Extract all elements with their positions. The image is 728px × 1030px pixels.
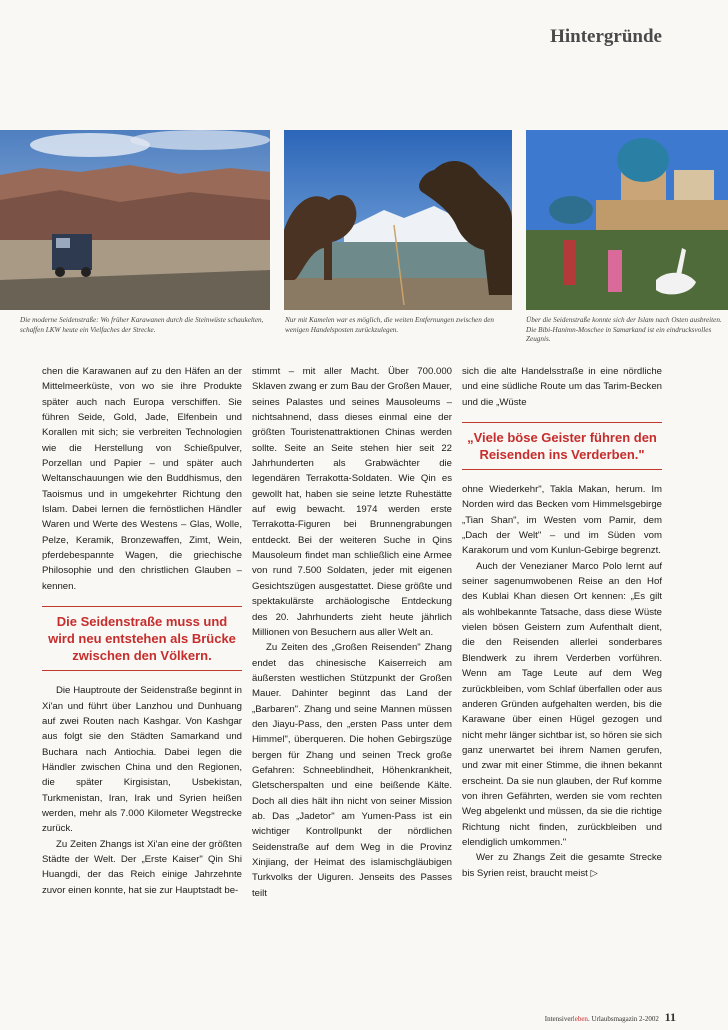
col1-paragraph: chen die Karawanen auf zu den Häfen an der Mittelmeerküste, von wo sie ihre Produkte später auch nach Europa verschiffen. Sie führen Seide, Gold, Jade, Elfenbein und Korallen mit sich; sie verbreiten Technologien wie die Herstellung von Schießpulver, Porzellan und Papier – und später auch Weltanschauungen wie den Buddhismus, den Taoismus und in umgekehrter Richtung den Islam. Dabei lernen die fernöstlichen Händler Waren und Werte des Westens – Glas, Wolle, Pelze, Keramik, Bronzewaffen, Zimt, Wein, pferdebespannte Wagen, die griechische Philosophie und den christlichen Glauben – kennen. bbox=[42, 366, 242, 592]
pull-quote-1: Die Seidenstraße muss und wird neu entstehen als Brücke zwischen den Völkern. bbox=[42, 606, 242, 671]
col3-paragraph-3: Auch der Venezianer Marco Polo lernt auf seiner sagenumwobenen Reise an den Hof des Kublai Khan diesen Ort kennen: „Es gilt als wohlbekannte Tatsache, dass diese Wüste vielen bösen Geistern zum Aufenthalt dient, die den Reisenden allerlei sonderbares Blendwerk zu ihrem Verderben vorführen. Wenn am Tage Leute auf dem Weg zurückbleiben, vom Schlaf überfallen oder aus anderen Gründen aufgehalten werden, bis die Karawane über einen Hügel gezogen und nicht mehr länger sichtbar ist, so hören sie sich ganz unerwartet bei ihrem Namen gerufen, und zwar mit einer Stimme, die ihnen bekannt erscheint. Da sie nun glauben, der Ruf komme von ihren Gefährten, werden sie vom rechten Weg abgelenkt und müssen, da sie die richtige Richtung nicht finden, zurückbleiben und elendiglich umkommen." bbox=[462, 560, 662, 848]
magazine-name-c: . Urlaubsmagazin 2-2002 bbox=[587, 1015, 659, 1023]
samarkand-mosque-photo bbox=[526, 130, 728, 310]
caption-1: Die moderne Seidenstraße: Wo früher Karawanen durch die Steinwüste schaukelten, schaffen LKW heute ein Vielfaches der Strecke. bbox=[20, 316, 264, 334]
column-2 bbox=[252, 364, 452, 901]
camels-mountain-photo bbox=[284, 130, 512, 310]
footer bbox=[545, 1010, 676, 1025]
magazine-name-a: Intensiver bbox=[544, 1015, 573, 1023]
col3-paragraph-2: ohne Wiederkehr", Takla Makan, herum. Im Norden wird das Becken vom Himmelsgebirge „Tian Shan", im Westen vom Pamir, dem „Dach der Welt" – und im Süden vom Karakorum und vom Kunlun-Gebirge begrenzt. bbox=[462, 484, 662, 557]
col3-paragraph-4: Wer zu Zhangs Zeit die gesamte Strecke bis Syrien reist, braucht meist ▷ bbox=[462, 852, 662, 879]
section-title: Hintergründe bbox=[550, 26, 662, 47]
page-number: 11 bbox=[664, 1010, 676, 1024]
col2-paragraph: stimmt – mit aller Macht. Über 700.000 Sklaven zwang er zum Bau der Großen Mauer, seines Palastes und seines Mausoleums – nichtsahnend, dass dieses einmal eine der größten Touristenattraktionen Chinas werden sollte. Seite an Seite stehen hier seit 22 Jahrhunderten als Grabwächter die legendären Terrakotta-Soldaten. Wie Qin es gewollt hat, haben sie seine letzte Ruhestätte auf ewig bewacht. 1974 werden erste Terrakotta-Figuren bei Brunnengrabungen entdeckt. Bei der weiteren Suche in Qins Mausoleum findet man schließlich eine Armee von rund 7.500 Soldaten, jeder mit eigenen Gesichtszügen ausgestattet. Diese größte und spektakulärste archäologische Entdeckung des 20. Jahrhunderts zieht heute jährlich Millionen von Besuchern aus aller Welt an. bbox=[252, 366, 452, 638]
caption-3: Über die Seidenstraße konnte sich der Islam nach Osten ausbreiten. Die Bibi-Hanimn-Moschee in Samarkand ist ein eindrucksvolles Zeugnis. bbox=[526, 316, 722, 343]
col2-paragraph-2: Zu Zeiten des „Großen Reisenden" Zhang endet das chinesische Kaiserreich am äußersten westlichen Stützpunkt der Großen Mauer. Dahinter beginnt das Land der „Barbaren". Zhang und seine Mannen müssen den Jiayu-Pass, den „ersten Pass unter dem Himmel", überqueren. Die hohen Gebirgszüge bergen für Zhang und seinen Treck große Gefahren: Schneeblindheit, Höhenkrankheit, Gletscherspalten und eine beißende Kälte. Doch all dies hält ihn nicht von seiner Mission ab. Das „Jadetor" am Yumen-Pass ist ein wichtiger Kontrollpunkt der nördlichen Seidenstraße auf dem Weg in die Provinz Xinjiang, der Heimat des islamischgläubigen Turkvolks der Uiguren. Jenseits des Passes teilt bbox=[252, 642, 452, 899]
pull-quote-2: „Viele böse Geister führen den Reisenden ins Verderben." bbox=[462, 422, 662, 470]
col1-paragraph-2: Die Hauptroute der Seidenstraße beginnt in Xi'an und führt über Lanzhou und Dunhuang auf zwei Routen nach Kashgar. Von Kashgar aus folgt sie den Städten Samarkand und Buchara nach Antiochia. Dabei legen die Händler zwischen China und den Regionen, die später Kirgisistan, Usbekistan, Turkmenistan, Iran, Irak und Syrien heißen werden, mehr als 7.000 Kilometer Wegstrecke zurück. bbox=[42, 685, 242, 835]
desert-road-truck-photo bbox=[0, 130, 270, 310]
caption-2: Nur mit Kamelen war es möglich, die weiten Entfernungen zwischen den wenigen Handelsposten zurückzulegen. bbox=[285, 316, 495, 334]
col1-paragraph-3: Zu Zeiten Zhangs ist Xi'an eine der größten Städte der Welt. Der „Erste Kaiser" Qin Shi Huangdi, der das Reich einige Jahrzehnte zuvor einen konnte, hat sie zur Hauptstadt be- bbox=[42, 838, 242, 896]
magazine-name-b: leben bbox=[572, 1015, 588, 1023]
col3-paragraph: sich die alte Handelsstraße in eine nördliche und eine südliche Route um das Tarim-Becken und die „Wüste bbox=[462, 366, 662, 408]
column-1 bbox=[42, 364, 242, 898]
column-3 bbox=[462, 364, 662, 881]
